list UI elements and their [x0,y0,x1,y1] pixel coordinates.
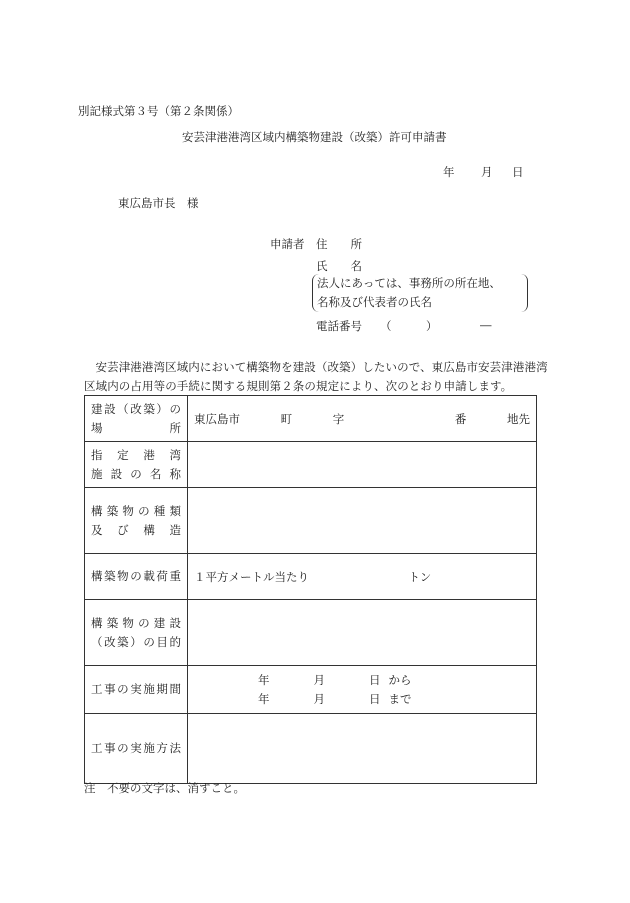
date-year-label: 年 [443,165,455,179]
name-label: 氏 名 [316,259,362,273]
row-structure-type [85,488,537,554]
period-end: 年 月 日 まで [258,691,412,706]
date-day-label: 日 [512,165,524,179]
row-period [85,666,537,714]
form-title: 安芸津港港湾区域内構築物建設（改築）許可申請書 [182,130,447,144]
phone-area-code: （ ） [380,319,438,333]
period-value[interactable] [188,666,537,714]
date-month-label: 月 [481,165,493,179]
structure-type-label: 構築物の種類 及び構造 [85,488,188,554]
method-label: 工事の実施方法 [85,714,188,784]
form-number: 別記様式第３号（第２条関係） [78,104,239,118]
row-purpose [85,600,537,666]
corporation-note-line2: 名称及び代表者の氏名 [317,295,432,309]
phone-label: 電話番号 [316,319,362,333]
addressee: 東広島市長 様 [118,196,199,210]
structure-type-value[interactable] [188,488,537,554]
corporation-note [312,274,528,312]
load-value[interactable]: １平方メートル当たり トン [188,554,537,600]
footer-note: 注 不要の文字は、消すこと。 [84,781,245,795]
row-method [85,714,537,784]
body-text: 安芸津港港湾区域内において構築物を建設（改築）したいので、東広島市安芸津港港湾区域内の占用等の手続に関する規則第２条の規定により、次のとおり申請します。 [84,360,548,393]
purpose-label: 構築物の建設 （改築）の目的 [85,600,188,666]
load-label: 構築物の載荷重 [85,554,188,600]
row-load [85,554,537,600]
phone-dash: ― [480,318,492,332]
facility-value[interactable] [188,442,537,488]
applicant-label: 申請者 [270,237,305,251]
row-location [85,396,537,442]
address-label: 住 所 [316,237,362,251]
method-value[interactable] [188,714,537,784]
application-table [84,395,537,784]
location-label: 建設（改築）の 場 所 [85,396,188,442]
purpose-value[interactable] [188,600,537,666]
period-label: 工事の実施期間 [85,666,188,714]
period-start: 年 月 日 から [258,672,412,687]
location-value[interactable]: 東広島市 町 字 番 地先 [188,396,537,442]
facility-label: 指定港湾 施設の名称 [85,442,188,488]
row-facility [85,442,537,488]
corporation-note-line1: 法人にあっては、事務所の所在地、 [317,276,501,290]
